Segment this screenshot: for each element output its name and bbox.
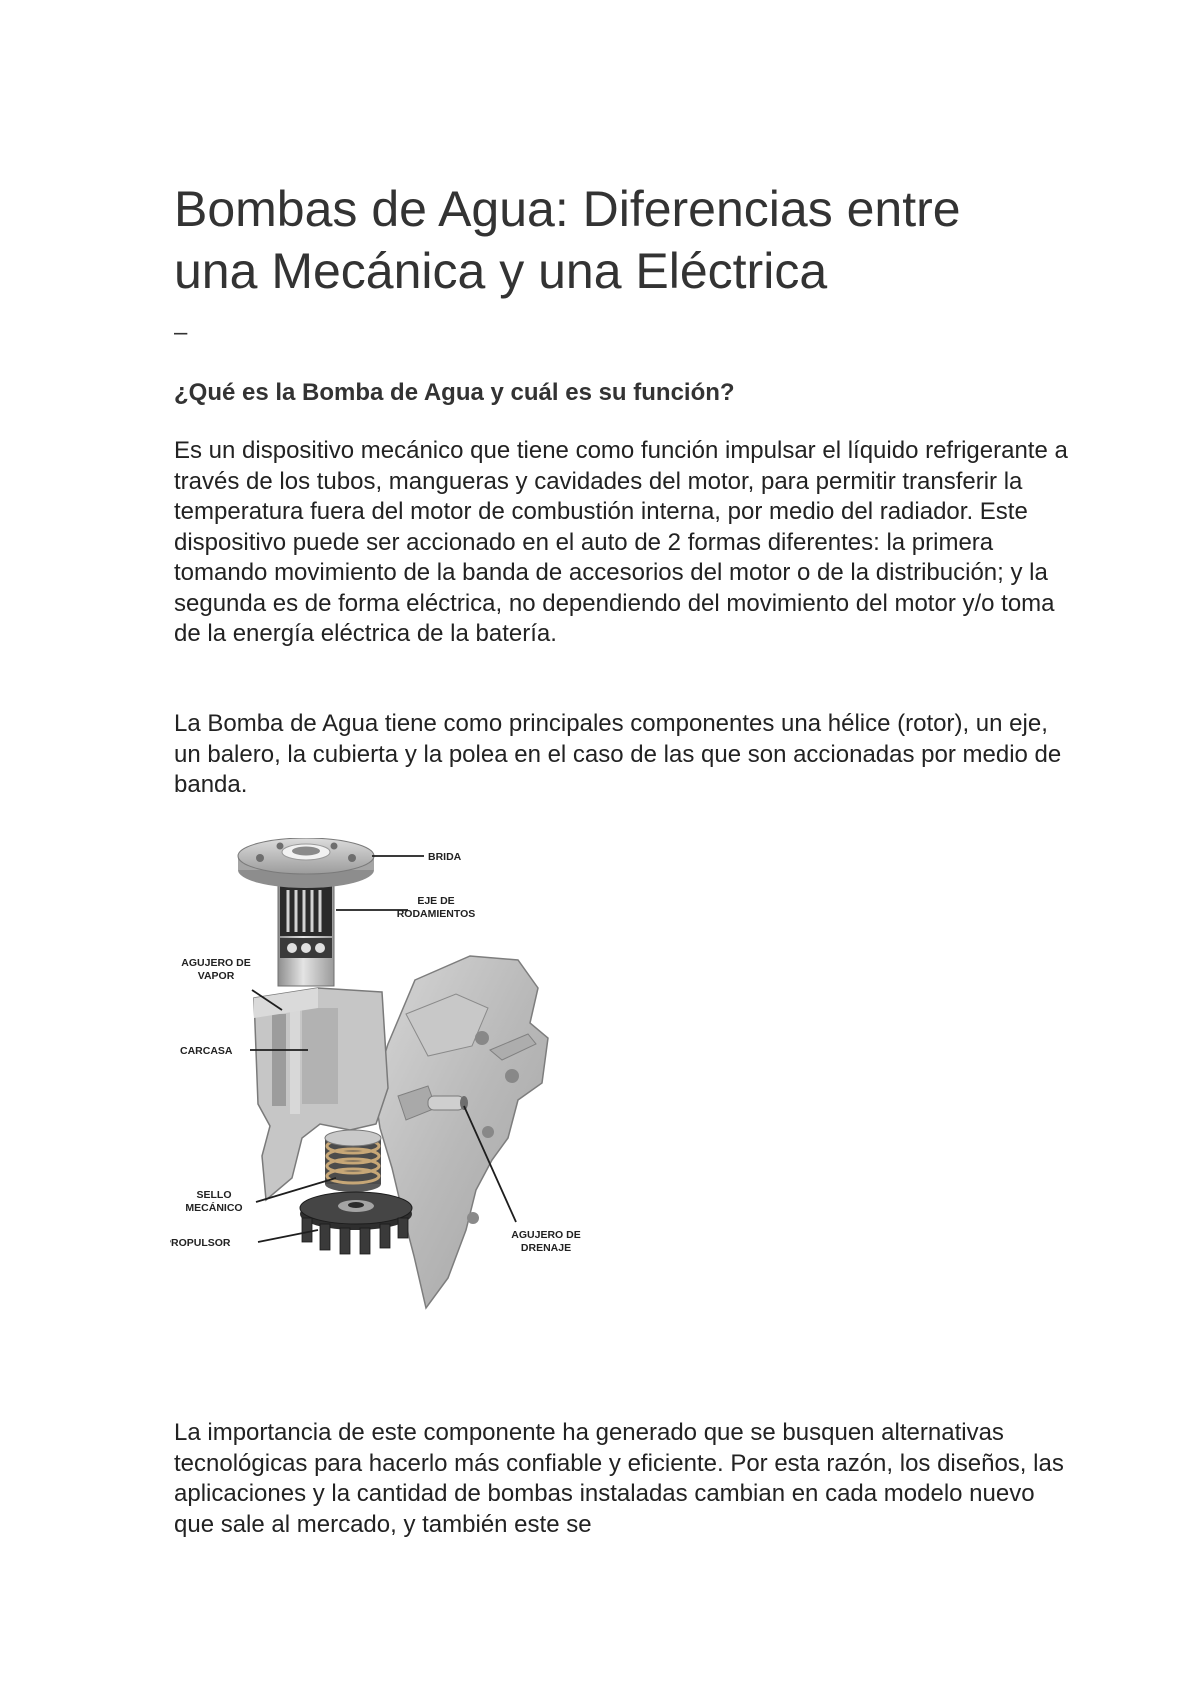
section-heading: ¿Qué es la Bomba de Agua y cuál es su función? xyxy=(174,379,735,406)
title-separator: – xyxy=(174,319,188,346)
mechanical-seal xyxy=(325,1130,381,1192)
title-line-2: una Mecánica y una Eléctrica xyxy=(174,243,828,299)
drain-tube xyxy=(428,1096,468,1110)
water-pump-illustration xyxy=(170,838,640,1378)
paragraph-1: Es un dispositivo mecánico que tiene como función impulsar el líquido refrigerante a través de los tubos, mangueras y cavidades del motor, para permitir transferir la temperatura fuera del motor de combustión interna, por medio del radiador. Este dispositivo puede ser accionado en el auto de 2 formas diferentes: la primera tomando movimiento de la banda de accesorios del motor o de la distribución; y la segunda es de forma eléctrica, no dependiendo del movimiento del motor y/o toma de la energía eléctrica de la batería. xyxy=(174,437,1068,647)
label-eje-line-2: RODAMIENTOS xyxy=(396,908,476,920)
flange xyxy=(238,838,374,888)
pump-housing xyxy=(374,956,548,1308)
label-eje-line-1: EJE DE xyxy=(417,895,455,907)
document-title xyxy=(174,178,1074,302)
label-sello-line-2: MECÁNICO xyxy=(185,1202,243,1214)
paragraph-2: La Bomba de Agua tiene como principales componentes una hélice (rotor), un eje, un balero, la cubierta y la polea en el caso de las que son accionadas por medio de banda. xyxy=(174,710,1062,798)
label-carcasa: CARCASA xyxy=(180,1045,233,1057)
label-agujero-vapor-line-1: AGUJERO DE xyxy=(181,957,251,969)
label-propulsor: PROPULSOR xyxy=(170,1237,231,1249)
title-line-1: Bombas de Agua: Diferencias entre xyxy=(174,181,961,237)
label-brida: BRIDA xyxy=(428,851,462,863)
label-agujero-drenaje-line-2: DRENAJE xyxy=(520,1242,572,1254)
paragraph-3: La importancia de este componente ha generado que se busquen alternativas tecnológicas para hacerlo más confiable y eficiente. Por esta razón, los diseños, las aplicaciones y la cantidad de bombas instaladas cambian en cada modelo nuevo que sale al mercado, y también este se xyxy=(174,1419,1064,1538)
impeller xyxy=(300,1192,412,1254)
label-sello-line-1: SELLO xyxy=(196,1189,232,1201)
water-pump-diagram xyxy=(170,838,640,1378)
label-agujero-drenaje-line-1: AGUJERO DE xyxy=(511,1229,581,1241)
label-agujero-vapor-line-2: VAPOR xyxy=(197,970,235,982)
